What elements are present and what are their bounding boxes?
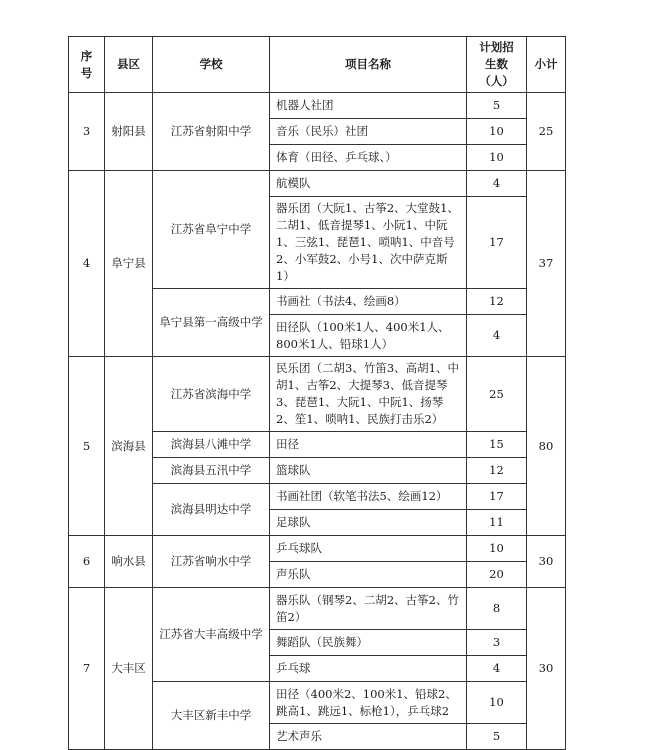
project-cell: 篮球队 [270, 458, 467, 484]
count-cell: 17 [467, 197, 527, 289]
count-cell: 8 [467, 588, 527, 630]
project-cell: 田径 [270, 432, 467, 458]
project-cell: 机器人社团 [270, 93, 467, 119]
school-cell: 滨海县五汛中学 [153, 458, 270, 484]
project-cell: 乒乓球 [270, 656, 467, 682]
project-cell: 器乐团（大阮1、古筝2、大堂鼓1、二胡1、低音提琴1、小阮1、中阮1、三弦1、琵琶1、唢呐1、中音号2、小军鼓2、小号1、次中萨克斯1） [270, 197, 467, 289]
seq-cell: 5 [69, 357, 105, 536]
school-cell: 阜宁县第一高级中学 [153, 289, 270, 357]
count-cell: 25 [467, 357, 527, 432]
school-cell: 江苏省大丰高级中学 [153, 588, 270, 682]
seq-cell: 4 [69, 171, 105, 357]
col-seq: 序号 [69, 37, 105, 93]
school-cell: 江苏省射阳中学 [153, 93, 270, 171]
header-row [69, 37, 566, 93]
table-row [69, 357, 566, 432]
project-cell: 书画社团（软笔书法5、绘画12） [270, 484, 467, 510]
county-cell: 大丰区 [105, 588, 153, 750]
school-cell: 江苏省响水中学 [153, 536, 270, 588]
count-cell: 5 [467, 93, 527, 119]
count-cell: 10 [467, 145, 527, 171]
count-cell: 4 [467, 656, 527, 682]
project-cell: 田径队（100米1人、400米1人、800米1人、铅球1人） [270, 315, 467, 357]
subtotal-cell: 80 [527, 357, 566, 536]
count-cell: 12 [467, 289, 527, 315]
col-subtotal: 小计 [527, 37, 566, 93]
seq-cell: 7 [69, 588, 105, 750]
subtotal-cell: 37 [527, 171, 566, 357]
col-project: 项目名称 [270, 37, 467, 93]
school-cell: 江苏省滨海中学 [153, 357, 270, 432]
school-cell: 滨海县八滩中学 [153, 432, 270, 458]
table-row [69, 93, 566, 119]
project-cell: 舞蹈队（民族舞） [270, 630, 467, 656]
project-cell: 乒乓球队 [270, 536, 467, 562]
school-cell: 滨海县明达中学 [153, 484, 270, 536]
col-school: 学校 [153, 37, 270, 93]
count-cell: 10 [467, 682, 527, 724]
project-cell: 田径（400米2、100米1、铅球2、跳高1、跳远1、标枪1），乒乓球2 [270, 682, 467, 724]
county-cell: 射阳县 [105, 93, 153, 171]
subtotal-cell: 30 [527, 588, 566, 750]
col-county: 县区 [105, 37, 153, 93]
project-cell: 航模队 [270, 171, 467, 197]
project-cell: 足球队 [270, 510, 467, 536]
col-planned: 计划招生数（人） [467, 37, 527, 93]
count-cell: 20 [467, 562, 527, 588]
project-cell: 体育（田径、乒乓球、） [270, 145, 467, 171]
project-cell: 器乐队（钢琴2、二胡2、古筝2、竹笛2） [270, 588, 467, 630]
seq-cell: 6 [69, 536, 105, 588]
county-cell: 阜宁县 [105, 171, 153, 357]
count-cell: 11 [467, 510, 527, 536]
enrollment-table [68, 36, 566, 750]
school-cell: 江苏省阜宁中学 [153, 171, 270, 289]
table-row [69, 171, 566, 197]
subtotal-cell: 25 [527, 93, 566, 171]
count-cell: 15 [467, 432, 527, 458]
count-cell: 3 [467, 630, 527, 656]
county-cell: 响水县 [105, 536, 153, 588]
table-row [69, 588, 566, 630]
count-cell: 4 [467, 171, 527, 197]
subtotal-cell: 30 [527, 536, 566, 588]
school-cell: 大丰区新丰中学 [153, 682, 270, 750]
seq-cell: 3 [69, 93, 105, 171]
count-cell: 17 [467, 484, 527, 510]
project-cell: 艺术声乐 [270, 724, 467, 750]
count-cell: 10 [467, 536, 527, 562]
table-row [69, 536, 566, 562]
county-cell: 滨海县 [105, 357, 153, 536]
project-cell: 声乐队 [270, 562, 467, 588]
count-cell: 5 [467, 724, 527, 750]
project-cell: 民乐团（二胡3、竹笛3、高胡1、中胡1、古筝2、大提琴3、低音提琴3、琵琶1、大阮1、中阮1、扬琴2、笙1、唢呐1、民族打击乐2） [270, 357, 467, 432]
count-cell: 4 [467, 315, 527, 357]
project-cell: 书画社（书法4、绘画8） [270, 289, 467, 315]
count-cell: 12 [467, 458, 527, 484]
count-cell: 10 [467, 119, 527, 145]
project-cell: 音乐（民乐）社团 [270, 119, 467, 145]
